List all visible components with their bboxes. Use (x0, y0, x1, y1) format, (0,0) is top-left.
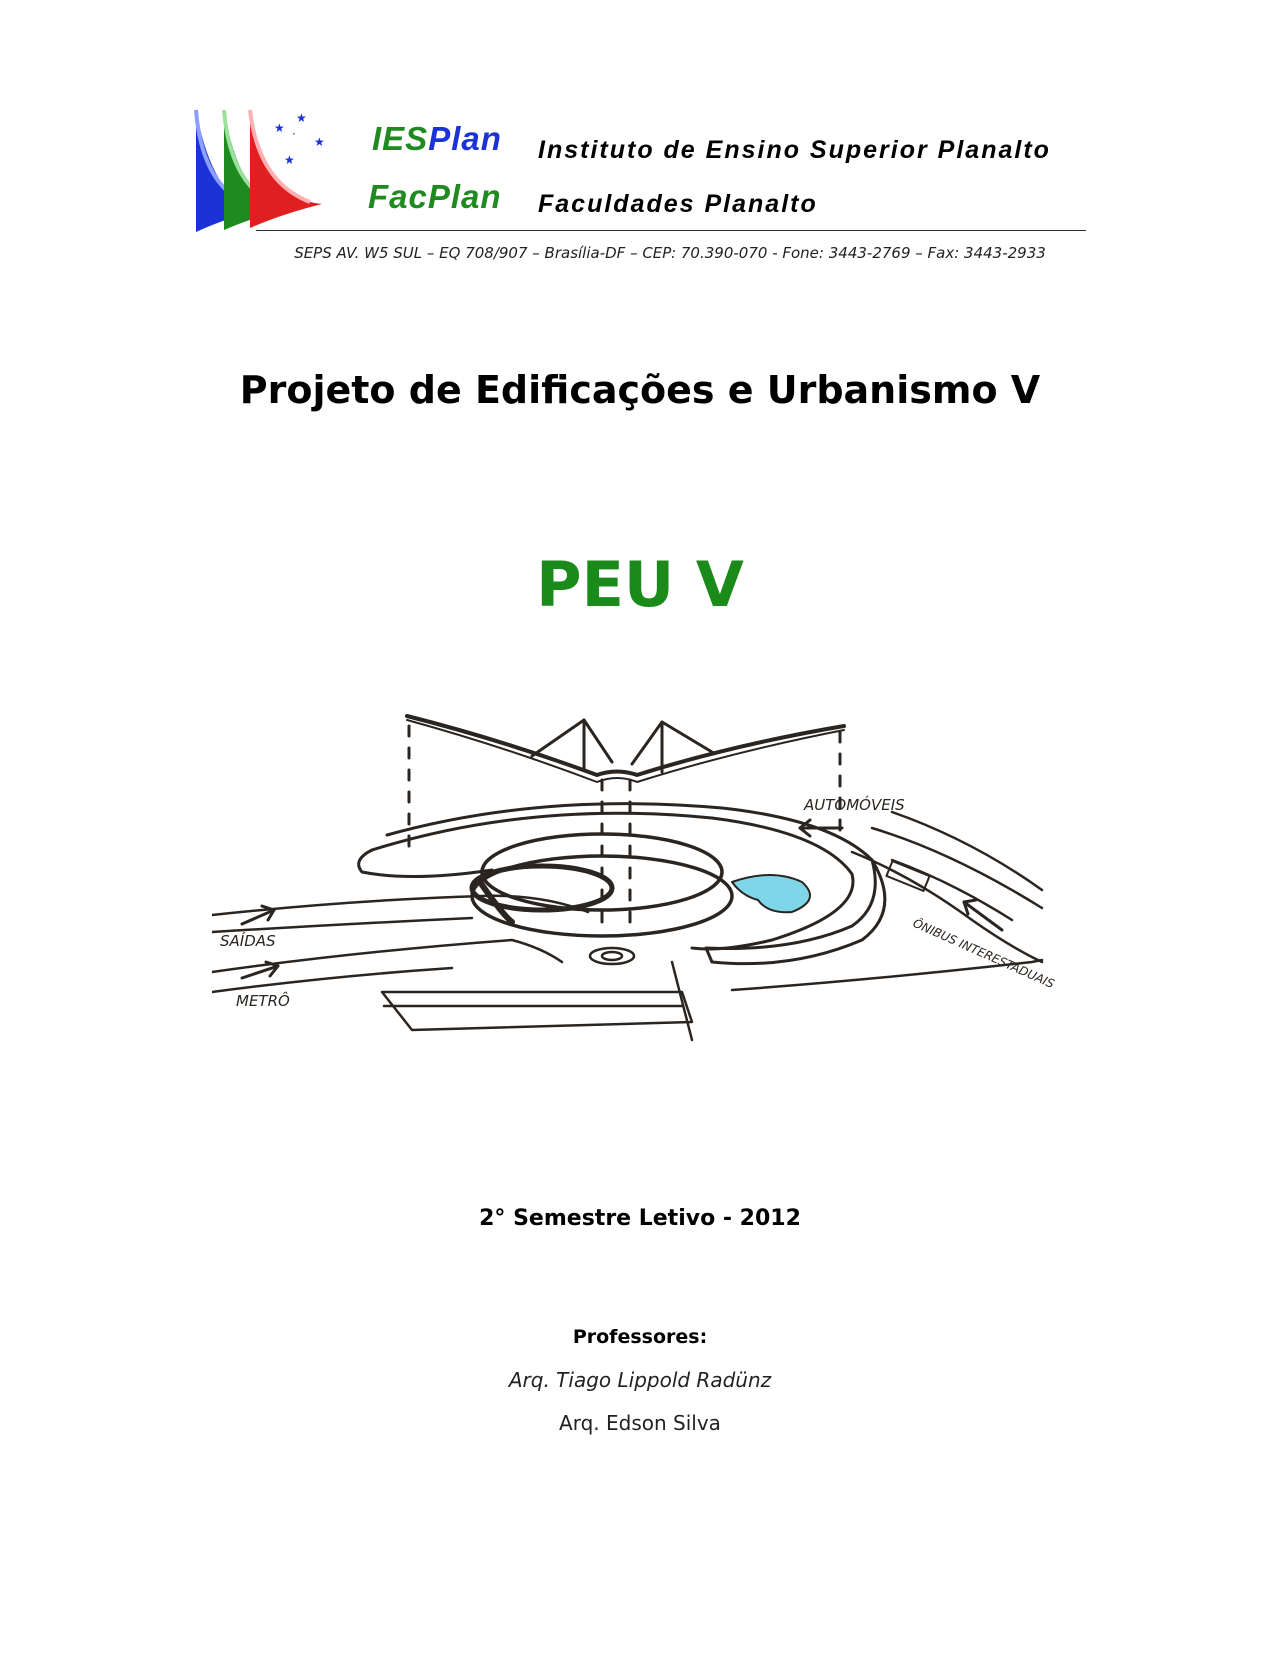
label-saidas: SAÍDAS (220, 932, 276, 950)
institution-logo (192, 108, 332, 234)
brand-facplan: FacPlan (368, 178, 502, 215)
architectural-sketch (212, 700, 1074, 1092)
semester-label: 2° Semestre Letivo - 2012 (479, 1206, 801, 1231)
brand-iesplan-prefix: IES (372, 120, 429, 157)
header-divider (256, 230, 1086, 231)
logo-red-swoosh (250, 110, 322, 228)
course-acronym: PEU V (536, 548, 744, 621)
brand-iesplan (372, 120, 502, 158)
professor-name: Arq. Tiago Lippold Radünz (508, 1368, 772, 1392)
institution-address: SEPS AV. W5 SUL – EQ 708/907 – Brasília-DF – CEP: 70.390-070 - Fone: 3443-2769 – Fax: 3443-2933 (294, 244, 1046, 262)
document-header (0, 0, 1280, 270)
svg-text:★: ★ (314, 135, 325, 149)
svg-text:·: · (292, 127, 296, 141)
sketch-roof-masts (532, 720, 712, 772)
label-metro: METRÔ (236, 992, 290, 1010)
label-automoveis: AUTOMÓVEIS (804, 796, 905, 814)
brand-iesplan-suffix: Plan (428, 120, 502, 157)
label-onibus: ÔNIBUS INTERESTADUAIS (910, 915, 1057, 992)
sketch-outer-ring (359, 804, 872, 949)
svg-text:★: ★ (296, 111, 307, 125)
faculty-name: Faculdades Planalto (538, 190, 818, 218)
logo-stars (274, 111, 325, 167)
sketch-water-pool (732, 875, 810, 912)
sketch-roof-canopy (407, 716, 844, 782)
professors-heading: Professores: (572, 1326, 708, 1348)
svg-text:★: ★ (284, 153, 295, 167)
professor-name: Arq. Edson Silva (559, 1411, 721, 1435)
course-title: Projeto de Edificações e Urbanismo V (239, 368, 1041, 412)
svg-text:★: ★ (274, 121, 285, 135)
sketch-curved-ramp (706, 860, 885, 964)
institute-name: Instituto de Ensino Superior Planalto (538, 136, 1051, 164)
